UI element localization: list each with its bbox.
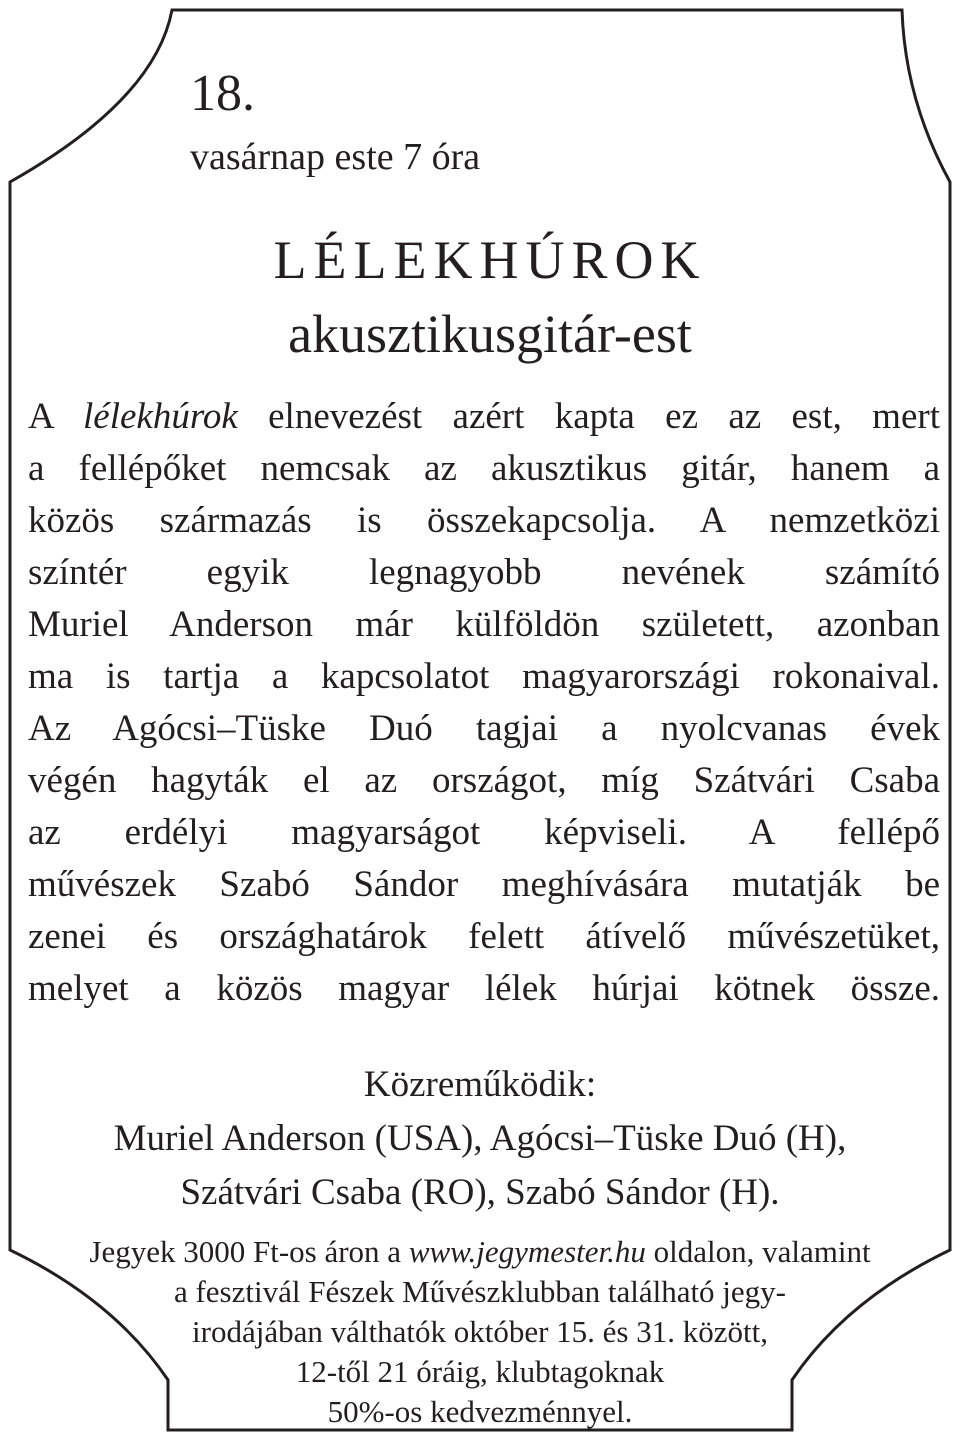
description-line: melyet a közös magyar lélek húrjai kötnek össze. xyxy=(28,968,940,1009)
event-title: LÉLEKHÚROK xyxy=(273,230,707,290)
description-line: az erdélyi magyarságot képviseli. A fellépő xyxy=(28,812,940,853)
ticket-line: a fesztivál Fészek Művészklubban található jegy- xyxy=(173,1274,787,1309)
description-line: közös származás is összekapcsolja. A nemzetközi xyxy=(28,500,940,541)
ticket-text: oldalon, valamint xyxy=(645,1234,871,1269)
description-line: a fellépőket nemcsak az akusztikus gitár, hanem a xyxy=(28,448,940,489)
description-line: ma is tartja a kapcsolatot magyarországi rokonaival. xyxy=(28,656,940,697)
event-subtitle: akusztikusgitár-est xyxy=(288,304,692,364)
description-line: színtér egyik legnagyobb nevének számító xyxy=(28,552,940,593)
ticket-line xyxy=(0,1232,960,1272)
description-text: elnevezést azért kapta ez az est, mert xyxy=(237,396,940,437)
ticket-line: 12-től 21 óráig, klubtagoknak xyxy=(295,1354,665,1389)
ticket-website-link[interactable]: www.jegymester.hu xyxy=(408,1234,646,1269)
description-line: Muriel Anderson már külföldön született, azonban xyxy=(28,604,940,645)
description-line: művészek Szabó Sándor meghívására mutatják be xyxy=(28,864,940,905)
ticket-line: irodájában válthatók október 15. és 31. között, xyxy=(192,1314,768,1349)
event-time: vasárnap este 7 óra xyxy=(190,136,481,178)
description-line: végén hagyták el az országot, míg Szátvári Csaba xyxy=(28,760,940,801)
performers-line: Muriel Anderson (USA), Agócsi–Tüske Duó (H), xyxy=(113,1118,847,1159)
event-description xyxy=(28,391,940,1015)
description-line: Az Agócsi–Tüske Duó tagjai a nyolcvanas évek xyxy=(28,708,940,749)
description-line xyxy=(28,391,940,443)
description-line: zenei és országhatárok felett átívelő művészetüket, xyxy=(28,916,940,957)
performers-label: Közreműködik: xyxy=(363,1064,597,1105)
ticket-info xyxy=(0,1232,960,1432)
description-emphasis: lélekhúrok xyxy=(83,396,238,437)
performers-line: Szátvári Csaba (RO), Szabó Sándor (H). xyxy=(180,1172,780,1213)
description-text: A xyxy=(28,396,84,437)
ticket-line: 50%-os kedvezménnyel. xyxy=(327,1394,633,1429)
ticket-text: Jegyek 3000 Ft-os áron a xyxy=(89,1234,409,1269)
event-number: 18. xyxy=(190,65,255,122)
performers-block xyxy=(0,1058,960,1220)
